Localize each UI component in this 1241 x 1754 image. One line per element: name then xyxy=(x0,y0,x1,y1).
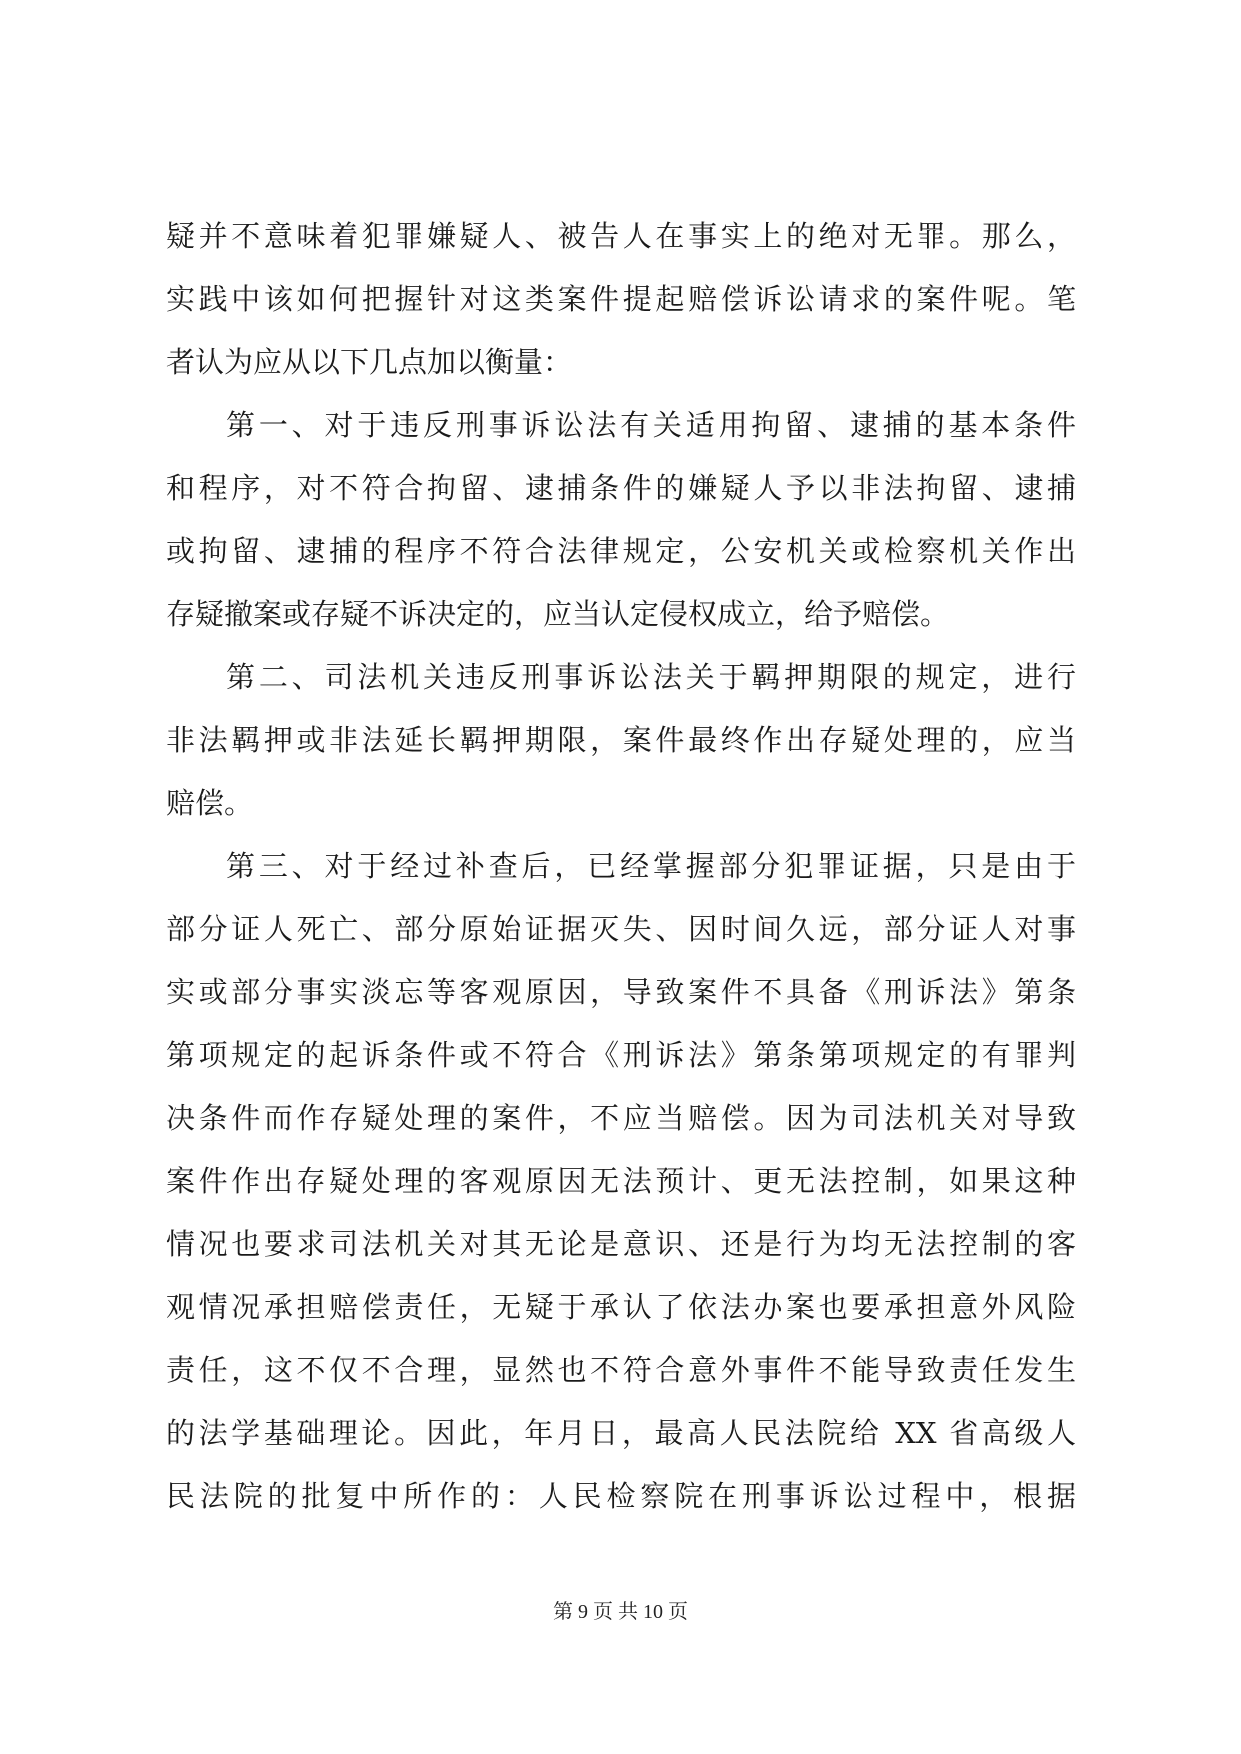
text-line: 者认为应从以下几点加以衡量： xyxy=(166,345,573,379)
text-line: 实或部分事实淡忘等客观原因，导致案件不具备《刑诉法》第条 xyxy=(166,975,1076,1009)
text-line: 存疑撤案或存疑不诉决定的，应当认定侵权成立，给予赔偿。 xyxy=(166,597,950,631)
body-text xyxy=(166,205,1076,1528)
text-line: 民法院的批复中所作的：人民检察院在刑事诉讼过程中，根据 xyxy=(166,1479,1076,1513)
text-line: 第项规定的起诉条件或不符合《刑诉法》第条第项规定的有罪判 xyxy=(166,1038,1076,1072)
text-line: 的法学基础理论。因此，年月日，最高人民法院给 XX 省高级人 xyxy=(166,1416,1076,1450)
text-line: 案件作出存疑处理的客观原因无法预计、更无法控制，如果这种 xyxy=(166,1164,1076,1198)
text-line: 决条件而作存疑处理的案件，不应当赔偿。因为司法机关对导致 xyxy=(166,1101,1076,1135)
text-line: 疑并不意味着犯罪嫌疑人、被告人在事实上的绝对无罪。那么， xyxy=(166,219,1076,253)
text-line: 情况也要求司法机关对其无论是意识、还是行为均无法控制的客 xyxy=(166,1227,1076,1261)
paragraph-first-line: 第三、对于经过补查后，已经掌握部分犯罪证据，只是由于 xyxy=(226,849,1076,883)
paragraph-first-line: 第一、对于违反刑事诉讼法有关适用拘留、逮捕的基本条件 xyxy=(226,408,1076,442)
text-line: 赔偿。 xyxy=(166,786,254,820)
text-line: 实践中该如何把握针对这类案件提起赔偿诉讼请求的案件呢。笔 xyxy=(166,282,1076,316)
text-line: 观情况承担赔偿责任，无疑于承认了依法办案也要承担意外风险 xyxy=(166,1290,1076,1324)
paragraph-first-line: 第二、司法机关违反刑事诉讼法关于羁押期限的规定，进行 xyxy=(226,660,1076,694)
text-line: 责任，这不仅不合理，显然也不符合意外事件不能导致责任发生 xyxy=(166,1353,1076,1387)
text-line: 非法羁押或非法延长羁押期限，案件最终作出存疑处理的，应当 xyxy=(166,723,1076,757)
text-line: 和程序，对不符合拘留、逮捕条件的嫌疑人予以非法拘留、逮捕 xyxy=(166,471,1076,505)
text-line: 或拘留、逮捕的程序不符合法律规定，公安机关或检察机关作出 xyxy=(166,534,1076,568)
text-line: 部分证人死亡、部分原始证据灭失、因时间久远，部分证人对事 xyxy=(166,912,1076,946)
page-number-footer: 第 9 页 共 10 页 xyxy=(553,1601,688,1623)
